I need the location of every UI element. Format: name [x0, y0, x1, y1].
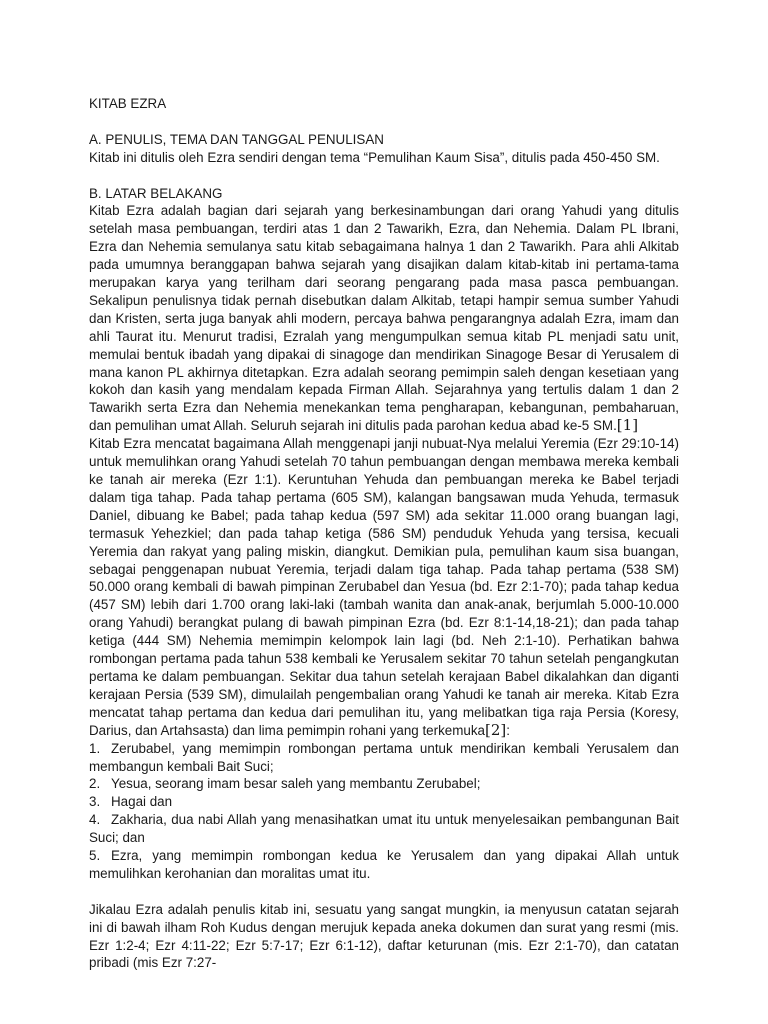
list-number: 1. — [89, 740, 101, 756]
list-item — [89, 793, 679, 811]
document-page — [89, 95, 679, 972]
paragraph-2-end: : — [506, 722, 510, 738]
list-text: Ezra, yang memimpin rombongan kedua ke Yerusalem dan yang dipakai Allah untuk memulihkan kerohanian dan moralitas umat itu. — [89, 848, 679, 881]
paragraph-3: Jikalau Ezra adalah penulis kitab ini, sesuatu yang sangat mungkin, ia menyusun catatan sejarah ini di bawah ilham Roh Kudus dengan merujuk kepada aneka dokumen dan surat yang resmi (mis. Ezr 1:2-4; Ezr 4:11-22; Ezr 5:7-17; Ezr 6:1-12), daftar keturunan (mis. Ezr 2:1-70), dan catatan pribadi (mis Ezr 7:27- — [89, 901, 679, 971]
list-text: Yesua, seorang imam besar saleh yang membantu Zerubabel; — [111, 776, 481, 792]
document-title: KITAB EZRA — [89, 96, 167, 111]
paragraph-2 — [89, 435, 679, 739]
list-number: 5. — [89, 848, 101, 864]
list-item — [89, 775, 679, 793]
list-number: 3. — [89, 794, 101, 810]
section-a-text: Kitab ini ditulis oleh Ezra sendiri dengan tema “Pemulihan Kaum Sisa”, ditulis pada 450-450 SM. — [89, 149, 660, 165]
list-item — [89, 740, 679, 776]
list-item — [89, 811, 679, 847]
paragraph-1-text: Kitab Ezra adalah bagian dari sejarah yang berkesinambungan dari orang Yahudi yang ditulis setelah masa pembuangan, terdiri atas 1 dan 2 Tawarikh, Ezra, dan Nehemia. Dalam PL Ibrani, Ezra dan Nehemia semulanya satu kitab sebagaimana halnya 1 dan 2 Tawarikh. Para ahli Alkitab pada umumnya beranggapan bahwa sejarah yang disajikan dalam kitab-kitab ini pertama-tama merupakan karya yang terilham dari seorang pengarang pada masa pasca pembuangan. Sekalipun penulisnya tidak pernah disebutkan dalam Alkitab, tetapi hampir semua sumber Yahudi dan Kristen, serta juga banyak ahli modern, percaya bahwa pengarangnya adalah Ezra, imam dan ahli Taurat itu. Menurut tradisi, Ezralah yang mengumpulkan semua kitab PL menjadi satu unit, memulai bentuk ibadah yang dipakai di sinagoge dan mendirikan Sinagoge Besar di Yerusalem di mana kanon PL akhirnya ditetapkan. Ezra adalah seorang pemimpin saleh dengan kesetiaan yang kokoh dan kasih yang mendalam kepada Firman Allah. Sejarahnya yang tertulis dalam 1 dan 2 Tawarikh serta Ezra dan Nehemia menekankan tema pengharapan, kebangunan, pembaharuan, dan pemulihan umat Allah. Seluruh sejarah ini ditulis pada parohan kedua abad ke-5 SM. — [89, 203, 679, 434]
section-b-heading: B. LATAR BELAKANG — [89, 185, 223, 201]
paragraph-1 — [89, 202, 679, 435]
footnote-link-1[interactable]: [1] — [616, 416, 639, 435]
list-item — [89, 847, 679, 883]
list-text: Zerubabel, yang memimpin rombongan pertama untuk mendirikan kembali Yerusalem dan membangun kembali Bait Suci; — [89, 740, 679, 774]
list-text: Hagai dan — [111, 794, 173, 810]
leaders-list — [89, 740, 679, 883]
list-number: 4. — [89, 812, 101, 828]
list-text: Zakharia, dua nabi Allah yang menasihatkan umat itu untuk menyelesaikan pembangunan Bait Suci; dan — [89, 812, 679, 846]
section-a-heading: A. PENULIS, TEMA DAN TANGGAL PENULISAN — [89, 131, 384, 147]
paragraph-2-text: Kitab Ezra mencatat bagaimana Allah menggenapi janji nubuat-Nya melalui Yeremia (Ezr 29:10-14) untuk memulihkan orang Yahudi setelah 70 tahun pembuangan dengan membawa mereka kembali ke tanah air mereka (Ezr 1:1). Keruntuhan Yehuda dan pembuangan mereka ke Babel terjadi dalam tiga tahap. Pada tahap pertama (605 SM), kalangan bangsawan muda Yehuda, termasuk Daniel, dibuang ke Babel; pada tahap kedua (597 SM) ada sekitar 11.000 orang buangan lagi, termasuk Yehezkiel; dan pada tahap ketiga (586 SM) penduduk Yehuda yang tersisa, kecuali Yeremia dan rakyat yang paling miskin, diangkut. Demikian pula, pemulihan kaum sisa buangan, sebagai penggenapan nubuat Yeremia, terjadi dalam tiga tahap. Pada tahap pertama (538 SM) 50.000 orang kembali di bawah pimpinan Zerubabel dan Yesua (bd. Ezr 2:1-70); pada tahap kedua (457 SM) lebih dari 1.700 orang laki-laki (tambah wanita dan anak-anak, berjumlah 5.000-10.000 orang Yahudi) berangkat pulang di bawah pimpinan Ezra (bd. Ezr 8:1-14,18-21); dan pada tahap ketiga (444 SM) Nehemia memimpin kelompok lain lagi (bd. Neh 2:1-10). Perhatikan bahwa rombongan pertama pada tahun 538 kembali ke Yerusalem sekitar 70 tahun setelah pengangkutan pertama ke dalam pembuangan. Sekitar dua tahun setelah kerajaan Babel dikalahkan dan diganti kerajaan Persia (539 SM), dimulailah pengembalian orang Yahudi ke tanah air mereka. Kitab Ezra mencatat tahap pertama dan kedua dari pemulihan itu, yang melibatkan tiga raja Persia (Koresy, Darius, dan Artahsasta) dan lima pemimpin rohani yang terkemuka — [89, 436, 679, 738]
footnote-link-2[interactable]: [2] — [484, 720, 507, 739]
list-number: 2. — [89, 776, 101, 792]
